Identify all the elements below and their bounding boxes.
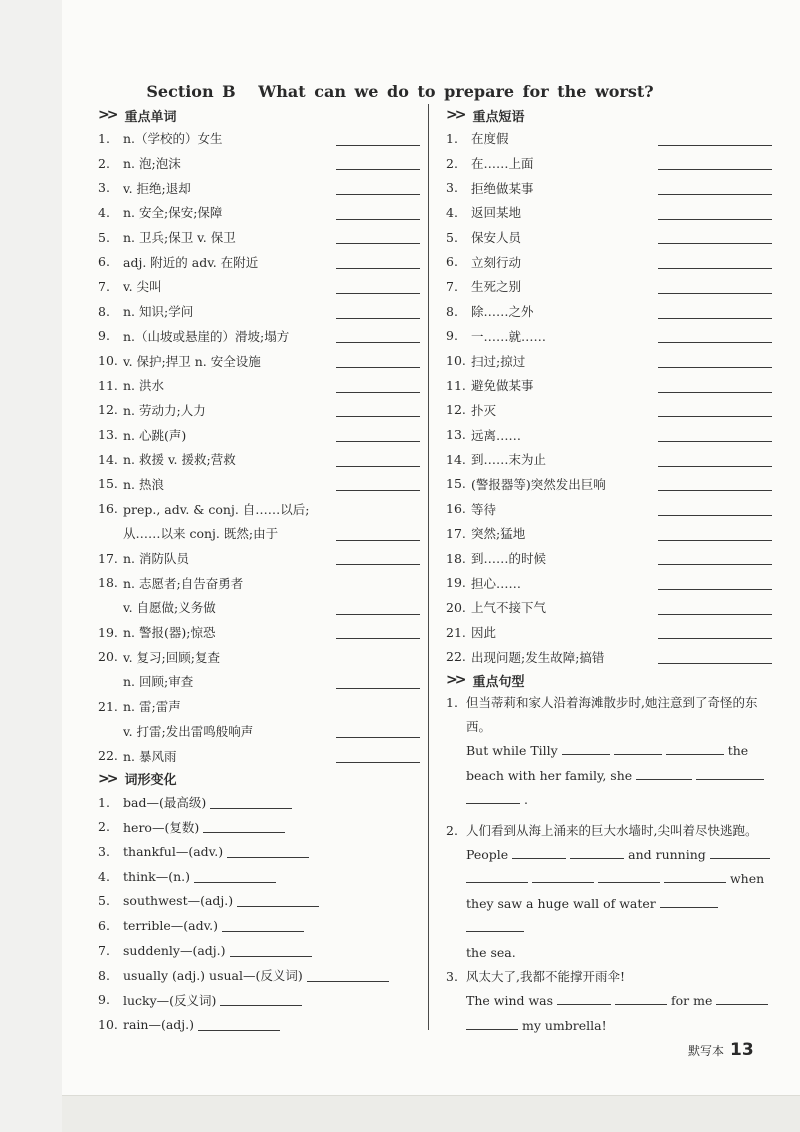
answer-blank[interactable] (336, 318, 420, 319)
answer-blank[interactable] (203, 820, 285, 833)
answer-blank[interactable] (336, 194, 420, 195)
phrase-item: 5. 保安人员 (446, 225, 772, 250)
phrase-item: 18. 到……的时候 (446, 546, 772, 571)
word-item: 9. n.（山坡或悬崖的）滑坡;塌方 (98, 324, 420, 349)
answer-blank[interactable] (466, 791, 520, 804)
phrase-item: 6. 立刻行动 (446, 249, 772, 274)
answer-blank[interactable] (658, 268, 772, 269)
answer-blank[interactable] (658, 243, 772, 244)
sentence-1: 1. 但当蒂莉和家人沿着海滩散步时,她注意到了奇怪的东西。 But while Tilly the beach with her family, she . (446, 691, 772, 813)
word-forms-heading: >> 词形变化 (98, 770, 177, 789)
answer-blank[interactable] (336, 293, 420, 294)
word-item: 3. v. 拒绝;退却 (98, 175, 420, 200)
phrase-item: 10. 扫过;掠过 (446, 348, 772, 373)
sentence-3: 3. 风太大了,我都不能撑开雨伞! The wind was for me my umbrella! (446, 965, 772, 1038)
column-divider (428, 104, 429, 1030)
answer-blank[interactable] (336, 614, 420, 615)
answer-blank[interactable] (336, 367, 420, 368)
answer-blank[interactable] (658, 392, 772, 393)
answer-blank[interactable] (716, 992, 768, 1005)
answer-blank[interactable] (658, 145, 772, 146)
word-form-item: 1. bad—(最高级) (98, 790, 420, 815)
double-chevron-icon: >> (98, 770, 116, 787)
word-form-item: 10. rain—(adj.) (98, 1012, 420, 1037)
word-item: 11. n. 洪水 (98, 373, 420, 398)
word-item: 17. n. 消防队员 (98, 546, 420, 571)
phrase-item: 17. 突然;猛地 (446, 521, 772, 546)
key-sentences-heading: >> 重点句型 (446, 672, 525, 690)
answer-blank[interactable] (666, 742, 724, 755)
phrase-item: 22. 出现问题;发生故障;搞错 (446, 644, 772, 669)
word-item: 13. n. 心跳(声) (98, 422, 420, 447)
answer-blank[interactable] (336, 145, 420, 146)
answer-blank[interactable] (658, 540, 772, 541)
answer-blank[interactable] (658, 564, 772, 565)
answer-blank[interactable] (336, 416, 420, 417)
answer-blank[interactable] (512, 846, 566, 859)
phrase-item: 12. 扑灭 (446, 398, 772, 423)
page-footer: 默写本 13 (688, 1040, 754, 1060)
word-item: 22. n. 暴风雨 (98, 743, 420, 768)
phrase-item: 4. 返回某地 (446, 200, 772, 225)
word-item: 从……以来 conj. 既然;由于 (98, 521, 420, 546)
answer-blank[interactable] (658, 466, 772, 467)
double-chevron-icon: >> (98, 107, 116, 123)
answer-blank[interactable] (336, 466, 420, 467)
right-column (446, 104, 772, 1038)
word-item: 5. n. 卫兵;保卫 v. 保卫 (98, 225, 420, 250)
word-forms-list (98, 790, 420, 1037)
answer-blank[interactable] (230, 944, 312, 957)
answer-blank[interactable] (466, 919, 524, 932)
double-chevron-icon: >> (446, 672, 464, 689)
answer-blank[interactable] (466, 870, 528, 883)
answer-blank[interactable] (658, 638, 772, 639)
word-item: n. 回顾;审查 (98, 669, 420, 694)
answer-blank[interactable] (336, 243, 420, 244)
word-form-item: 5. southwest—(adj.) (98, 889, 420, 914)
phrase-item: 16. 等待 (446, 496, 772, 521)
phrase-item: 14. 到……末为止 (446, 447, 772, 472)
word-form-item: 2. hero—(复数) (98, 815, 420, 840)
answer-blank[interactable] (210, 796, 292, 809)
page-number: 13 (730, 1040, 754, 1060)
answer-blank[interactable] (336, 490, 420, 491)
answer-blank[interactable] (336, 441, 420, 442)
answer-blank[interactable] (194, 870, 276, 883)
answer-blank[interactable] (696, 767, 764, 780)
word-form-item: 8. usually (adj.) usual—(反义词) (98, 963, 420, 988)
answer-blank[interactable] (658, 441, 772, 442)
section-question: What can we do to prepare for the worst? (258, 82, 654, 101)
answer-blank[interactable] (336, 688, 420, 689)
answer-blank[interactable] (237, 894, 319, 907)
word-item: v. 自愿做;义务做 (98, 595, 420, 620)
word-form-item: 6. terrible—(adv.) (98, 913, 420, 938)
answer-blank[interactable] (658, 663, 772, 664)
answer-blank[interactable] (598, 870, 660, 883)
answer-blank[interactable] (660, 895, 718, 908)
answer-blank[interactable] (307, 969, 389, 982)
answer-blank[interactable] (532, 870, 594, 883)
answer-blank[interactable] (336, 342, 420, 343)
phrase-item: 19. 担心…… (446, 570, 772, 595)
word-item: 18. n. 志愿者;自告奋勇者 (98, 575, 244, 591)
section-label: Section B (146, 82, 236, 101)
answer-blank[interactable] (220, 993, 302, 1006)
word-item: 1. n.（学校的）女生 (98, 126, 420, 151)
answer-blank[interactable] (614, 742, 662, 755)
answer-blank[interactable] (658, 589, 772, 590)
word-item: 19. n. 警报(器);惊恐 (98, 620, 420, 645)
phrase-item: 15. (警报器等)突然发出巨响 (446, 472, 772, 497)
phrase-item: 20. 上气不接下气 (446, 595, 772, 620)
phrase-item: 7. 生死之别 (446, 274, 772, 299)
phrase-item: 3. 拒绝做某事 (446, 175, 772, 200)
answer-blank[interactable] (557, 992, 611, 1005)
answer-blank[interactable] (658, 342, 772, 343)
word-form-item: 9. lucky—(反义词) (98, 987, 420, 1012)
answer-blank[interactable] (336, 762, 420, 763)
word-item: 6. adj. 附近的 adv. 在附近 (98, 249, 420, 274)
answer-blank[interactable] (658, 490, 772, 491)
answer-blank[interactable] (658, 194, 772, 195)
answer-blank[interactable] (636, 767, 692, 780)
key-words-list (98, 126, 420, 768)
word-item: 16. prep., adv. & conj. 自……以后; (98, 501, 310, 517)
word-form-item: 3. thankful—(adv.) (98, 839, 420, 864)
bottom-scan-band (62, 1095, 800, 1132)
word-item: 15. n. 热浪 (98, 472, 420, 497)
answer-blank[interactable] (336, 540, 420, 541)
answer-blank[interactable] (198, 1018, 280, 1031)
answer-blank[interactable] (336, 169, 420, 170)
answer-blank[interactable] (336, 737, 420, 738)
answer-blank[interactable] (615, 992, 667, 1005)
phrase-item: 2. 在……上面 (446, 151, 772, 176)
left-column (98, 104, 420, 1037)
page-title (0, 82, 800, 101)
word-item: 12. n. 劳动力;人力 (98, 398, 420, 423)
key-phrases-heading: >> 重点短语 (446, 107, 525, 125)
answer-blank[interactable] (227, 845, 309, 858)
phrase-item: 8. 除……之外 (446, 299, 772, 324)
phrase-item: 1. 在度假 (446, 126, 772, 151)
answer-blank[interactable] (658, 169, 772, 170)
word-item: 21. n. 雷;雷声 (98, 698, 181, 715)
phrase-item: 9. 一……就…… (446, 324, 772, 349)
answer-blank[interactable] (658, 367, 772, 368)
answer-blank[interactable] (336, 392, 420, 393)
answer-blank[interactable] (466, 1017, 518, 1030)
phrase-item: 21. 因此 (446, 620, 772, 645)
word-item: 7. v. 尖叫 (98, 274, 420, 299)
answer-blank[interactable] (562, 742, 610, 755)
double-chevron-icon: >> (446, 107, 464, 123)
answer-blank[interactable] (664, 870, 726, 883)
answer-blank[interactable] (658, 293, 772, 294)
answer-blank[interactable] (658, 515, 772, 516)
word-item: 14. n. 救援 v. 援救;营救 (98, 447, 420, 472)
word-form-item: 7. suddenly—(adj.) (98, 938, 420, 963)
answer-blank[interactable] (336, 564, 420, 565)
phrase-item: 11. 避免做某事 (446, 373, 772, 398)
answer-blank[interactable] (658, 219, 772, 220)
word-form-item: 4. think—(n.) (98, 864, 420, 889)
word-item: v. 打雷;发出雷鸣般响声 (98, 719, 420, 744)
answer-blank[interactable] (658, 318, 772, 319)
answer-blank[interactable] (336, 268, 420, 269)
answer-blank[interactable] (336, 219, 420, 220)
answer-blank[interactable] (710, 846, 770, 859)
word-item: 10. v. 保护;捍卫 n. 安全设施 (98, 348, 420, 373)
key-words-heading: >> 重点单词 (98, 107, 177, 125)
word-item: 2. n. 泡;泡沫 (98, 151, 420, 176)
word-item: 8. n. 知识;学问 (98, 299, 420, 324)
answer-blank[interactable] (222, 919, 304, 932)
phrase-item: 13. 远离…… (446, 422, 772, 447)
sentence-2: 2. 人们看到从海上涌来的巨大水墙时,尖叫着尽快逃跑。 People and running when they saw a huge wall of water the sea. (446, 819, 772, 966)
word-item: 20. v. 复习;回顾;复查 (98, 649, 220, 665)
answer-blank[interactable] (336, 638, 420, 639)
word-item: 4. n. 安全;保安;保障 (98, 200, 420, 225)
answer-blank[interactable] (658, 416, 772, 417)
answer-blank[interactable] (658, 614, 772, 615)
answer-blank[interactable] (570, 846, 624, 859)
key-phrases-list (446, 126, 772, 669)
